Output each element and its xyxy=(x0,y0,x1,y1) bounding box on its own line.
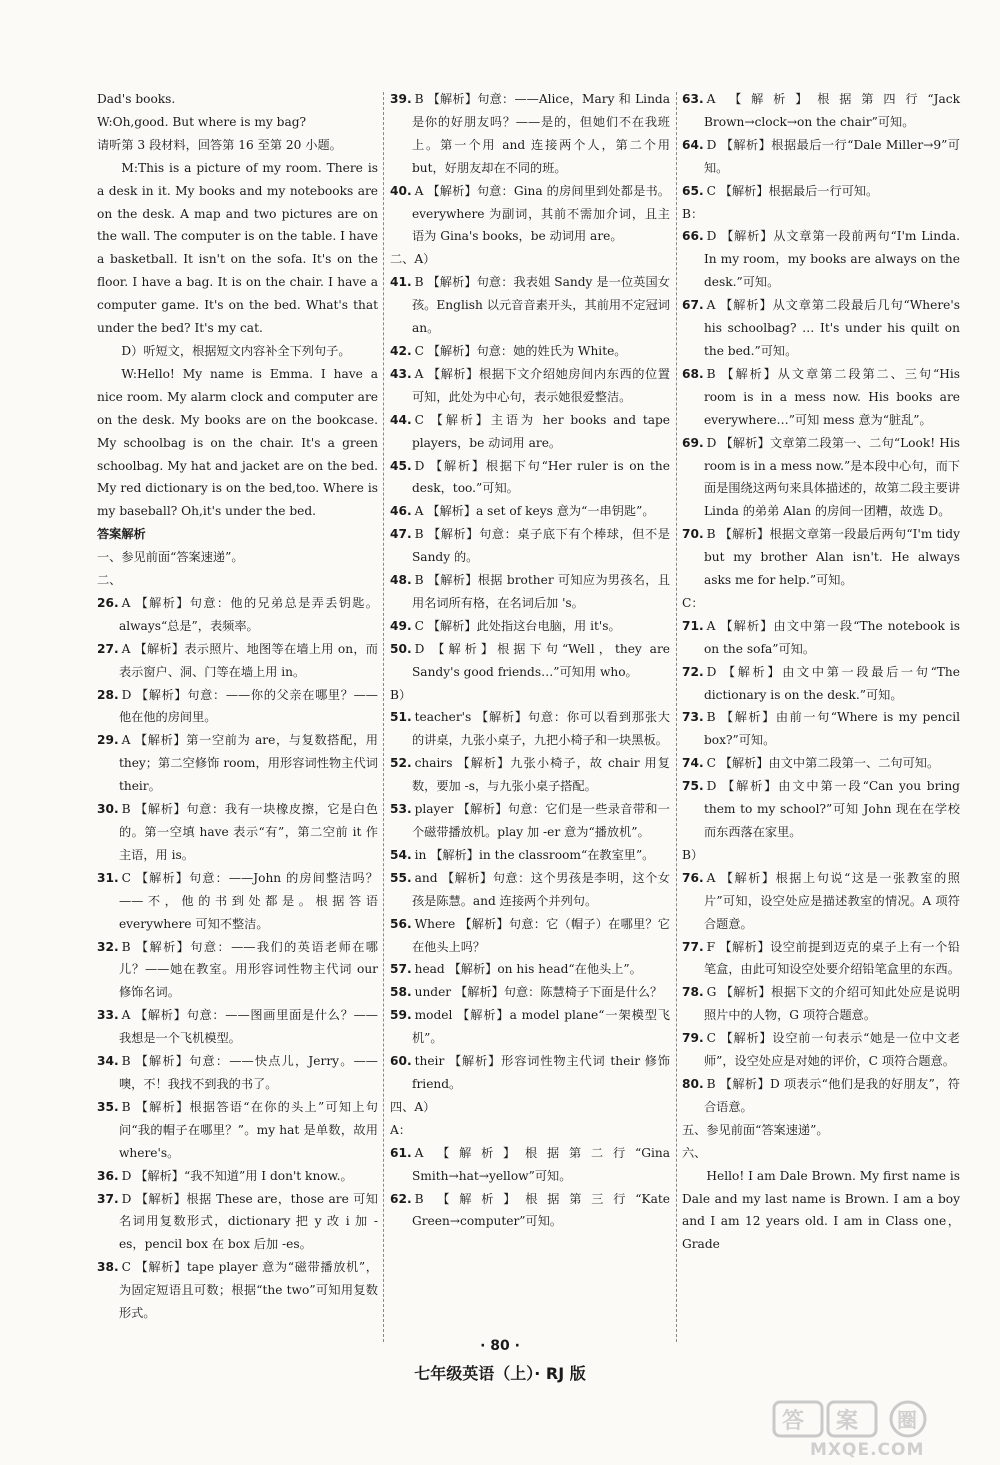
answer-item xyxy=(390,981,670,1004)
answer-item xyxy=(97,592,378,638)
text-paragraph xyxy=(682,1119,960,1142)
item-number: 54. xyxy=(390,847,412,862)
answer-item xyxy=(97,1165,378,1188)
item-text: D 【解析】从文章第一段前两句“I'm Linda. In my room，my books are always on the desk.”可知。 xyxy=(703,229,960,290)
item-text: C 【解析】句意：她的姓氏为 White。 xyxy=(414,343,627,358)
item-text: model 【解析】a model plane“一架模型飞机”。 xyxy=(411,1008,670,1046)
item-text: B 【解析】由前一句“Where is my pencil box?”可知。 xyxy=(703,710,960,748)
text-paragraph xyxy=(97,569,378,592)
item-number: 36. xyxy=(97,1168,119,1183)
item-text: 答案解析 xyxy=(97,527,146,542)
item-number: 73. xyxy=(682,710,704,725)
column-left xyxy=(97,88,378,1325)
answer-item xyxy=(390,363,670,409)
answer-item xyxy=(390,844,670,867)
item-text: 二、A） xyxy=(390,252,436,267)
text-paragraph xyxy=(390,248,670,271)
book-title: 七年级英语（上）· RJ 版 xyxy=(414,1364,586,1383)
answer-item xyxy=(682,867,960,936)
answer-item xyxy=(390,340,670,363)
answer-item xyxy=(682,88,960,134)
item-number: 65. xyxy=(682,183,704,198)
item-number: 79. xyxy=(682,1031,704,1046)
answer-item xyxy=(97,1096,378,1165)
item-number: 58. xyxy=(390,985,412,1000)
item-text: C 【解析】根据最后一行可知。 xyxy=(706,183,879,198)
answer-item xyxy=(682,706,960,752)
item-text: 二、 xyxy=(97,573,122,588)
text-paragraph xyxy=(97,134,378,157)
answer-item xyxy=(97,1188,378,1257)
column-divider xyxy=(676,92,677,1342)
item-text: C 【解析】设空前一句表示“她是一位中文老师”，设空处应是对她的评价，C 项符合题意。 xyxy=(703,1031,960,1069)
item-number: 44. xyxy=(390,412,412,427)
item-text: in 【解析】in the classroom“在教室里”。 xyxy=(414,847,655,862)
item-number: 42. xyxy=(390,343,412,358)
item-text: D 【解析】由文中第一段最后一句“The dictionary is on the desk.”可知。 xyxy=(703,664,960,702)
item-text: 请听第 3 段材料，回答第 16 至第 20 小题。 xyxy=(97,137,342,152)
item-text: C： xyxy=(682,595,704,610)
answer-item xyxy=(682,661,960,707)
item-number: 37. xyxy=(97,1191,119,1206)
item-number: 40. xyxy=(390,183,412,198)
item-text: B 【解析】根据 brother 可知应为男孩名，且用名词所有格，在名词后加 's。 xyxy=(411,573,670,610)
item-number: 43. xyxy=(390,366,412,381)
answer-item xyxy=(390,409,670,455)
item-text: A 【解析】根据第二行“Gina Smith→hat→yellow”可知。 xyxy=(411,1145,670,1183)
item-text: B 【解析】句意：我表姐 Sandy 是一位英国女孩。English 以元音音素开头，其前用不定冠词 an。 xyxy=(411,275,670,336)
item-text: Where 【解析】句意：它（帽子）在哪里？它在他头上吗？ xyxy=(411,916,670,954)
item-number: 56. xyxy=(390,916,412,931)
item-text: D 【解析】根据下句“Her ruler is on the desk，too.”可知。 xyxy=(411,458,670,496)
text-paragraph xyxy=(682,844,960,867)
answer-item xyxy=(97,1050,378,1096)
answer-item xyxy=(390,180,670,249)
item-number: 70. xyxy=(682,527,704,542)
text-paragraph xyxy=(97,88,378,111)
item-text: B 【解析】根据第三行“Kate Green→computer”可知。 xyxy=(411,1191,670,1229)
item-number: 59. xyxy=(390,1008,412,1023)
answer-item xyxy=(390,615,670,638)
watermark-logo-icon xyxy=(770,1398,982,1458)
item-text: their 【解析】形容词性物主代词 their 修饰 friend。 xyxy=(411,1054,670,1091)
item-text: D 【解析】由文中第一段“Can you bring them to my school?”可知 John 现在在学校而东西落在家里。 xyxy=(703,779,960,839)
item-text: D 【解析】文章第二段第一、二句“Look! His room is in a mess now.”是本段中心句，而下面是围绕这两句来具体描述的，故第二段主要讲 Linda 的弟弟 Alan 的房间一团糟，故选 D。 xyxy=(703,435,960,519)
item-text: B 【解析】D 项表示“他们是我的好朋友”，符合语意。 xyxy=(703,1076,960,1114)
text-paragraph xyxy=(97,340,378,363)
text-paragraph xyxy=(97,111,378,134)
text-paragraph xyxy=(390,684,670,707)
item-text: head 【解析】on his head“在他头上”。 xyxy=(414,962,642,977)
answer-item xyxy=(682,294,960,363)
item-number: 78. xyxy=(682,985,704,1000)
item-number: 27. xyxy=(97,641,119,656)
answer-item xyxy=(682,1073,960,1119)
item-text: C 【解析】主语为 her books and tape players，be 动词用 are。 xyxy=(411,412,670,450)
answer-item xyxy=(390,867,670,913)
answer-item xyxy=(390,638,670,684)
item-number: 57. xyxy=(390,962,412,977)
column-right xyxy=(682,88,960,1256)
answer-item xyxy=(682,936,960,982)
item-number: 55. xyxy=(390,870,412,885)
item-number: 33. xyxy=(97,1008,119,1023)
item-text: B 【解析】句意：——快点儿，Jerry。——噢，不！我找不到我的书了。 xyxy=(118,1054,378,1091)
item-text: teacher's 【解析】句意：你可以看到那张大的讲桌，九张小桌子，九把小椅子和一块黑板。 xyxy=(411,710,670,748)
answer-item xyxy=(390,706,670,752)
answer-item xyxy=(97,867,378,936)
answer-item xyxy=(682,523,960,592)
item-text: C 【解析】由文中第二段第一、二句可知。 xyxy=(706,756,940,771)
item-text: W:Hello! My name is Emma. I have a nice room. My alarm clock and computer are on the desk. My books are on the bookcase. My schoolbag is on the chair. It's a green schoolbag. My hat and jacket are on the bed. My red dictionary is on the bed,too. Where is my baseball? Oh,it's under the bed. xyxy=(97,366,378,519)
answer-item xyxy=(97,1256,378,1325)
item-number: 35. xyxy=(97,1099,119,1114)
item-text: Hello! I am Dale Brown. My first name is Dale and my last name is Brown. I am a boy and I am 12 years old. I am in Class one，Grade xyxy=(682,1168,960,1252)
item-text: A 【解析】a set of keys 意为“一串钥匙”。 xyxy=(414,504,655,519)
text-paragraph xyxy=(390,1096,670,1119)
answer-item xyxy=(390,752,670,798)
item-text: B 【解析】句意：——Alice，Mary 和 Linda 是你的好朋友吗？——是的，但她们不在我班上。第一个用 and 连接两个人，第二个用 but，好朋友却在不同的班。 xyxy=(411,92,670,175)
answer-item xyxy=(390,523,670,569)
item-text: M:This is a picture of my room. There is a desk in it. My books and my notebooks are on the desk. A map and two pictures are on the wall. The computer is on the table. I have a basketball. It isn't on the sofa. It's on the floor. I have a bag. It is on the chair. I have a computer game. It's on the bed. What's that under the bed? It's my cat. xyxy=(97,160,378,336)
item-text: A 【解析】句意：Gina 的房间里到处都是书。everywhere 为副词，其前不需加介词，且主语为 Gina's books，be 动词用 are。 xyxy=(411,183,670,244)
item-text: A 【解析】根据第四行“Jack Brown→clock→on the chair”可知。 xyxy=(703,92,960,129)
answer-item xyxy=(390,1188,670,1234)
item-number: 80. xyxy=(682,1076,704,1091)
item-number: 69. xyxy=(682,435,704,450)
answer-item xyxy=(390,500,670,523)
item-number: 45. xyxy=(390,458,412,473)
answer-item xyxy=(682,775,960,844)
answer-item xyxy=(390,1004,670,1050)
answer-item xyxy=(97,936,378,1005)
item-text: B） xyxy=(390,687,412,702)
item-number: 71. xyxy=(682,618,704,633)
item-text: A 【解析】根据上句说“这是一张教室的照片”可知，设空处应是描述教室的情况。A 项符合题意。 xyxy=(703,870,960,931)
item-number: 51. xyxy=(390,710,412,725)
item-number: 34. xyxy=(97,1054,119,1069)
item-text: under 【解析】句意：陈慧椅子下面是什么？ xyxy=(414,985,663,1000)
item-number: 32. xyxy=(97,939,119,954)
item-text: and 【解析】句意：这个男孩是李明，这个女孩是陈慧。and 连接两个并列句。 xyxy=(411,870,670,908)
answer-item xyxy=(390,1050,670,1096)
item-number: 47. xyxy=(390,527,412,542)
item-text: 五、参见前面“答案速递”。 xyxy=(682,1122,829,1137)
item-number: 77. xyxy=(682,939,704,954)
item-text: A 【解析】根据下文介绍她房间内东西的位置可知，此处为中心句，表示她很爱整洁。 xyxy=(411,366,670,404)
text-paragraph xyxy=(97,363,378,523)
item-number: 72. xyxy=(682,664,704,679)
text-paragraph xyxy=(97,157,378,340)
item-text: A 【解析】第一空前为 are，与复数搭配，用 they；第二空修饰 room，用形容词性物主代词 their。 xyxy=(118,733,378,794)
item-text: A 【解析】句意：他的兄弟总是弄丢钥匙。always“总是”，表频率。 xyxy=(118,595,378,633)
answer-item xyxy=(390,271,670,340)
item-number: 49. xyxy=(390,618,412,633)
item-number: 76. xyxy=(682,870,704,885)
item-number: 60. xyxy=(390,1054,412,1069)
answer-item xyxy=(682,225,960,294)
item-number: 28. xyxy=(97,687,119,702)
item-number: 41. xyxy=(390,275,412,290)
item-text: chairs 【解析】九张小椅子，故 chair 用复数，要加 -s，与九张小桌子搭配。 xyxy=(411,756,670,794)
answer-item xyxy=(682,615,960,661)
answer-item xyxy=(682,432,960,524)
item-text: D 【解析】“我不知道”用 I don't know.。 xyxy=(121,1168,353,1183)
item-text: B 【解析】根据答语“在你的头上”可知上句问“我的帽子在哪里？”。my hat 是单数，故用 where's。 xyxy=(118,1099,378,1160)
item-number: 31. xyxy=(97,870,119,885)
item-text: A： xyxy=(390,1122,411,1137)
answer-item xyxy=(390,798,670,844)
item-text: D 【解析】根据 These are，those are 可知名词用复数形式，dictionary 把 y 改 i 加 -es，pencil box 在 box 后加 -es。 xyxy=(118,1191,378,1252)
item-text: B） xyxy=(682,847,704,862)
answer-item xyxy=(390,569,670,615)
text-paragraph xyxy=(390,1119,670,1142)
item-text: G 【解析】根据下文的介绍可知此处应是说明照片中的人物，G 项符合题意。 xyxy=(703,985,960,1023)
item-text: C 【解析】句意：——John 的房间整洁吗？——不，他的书到处都是。根据答语 everywhere 可知不整洁。 xyxy=(118,870,378,931)
answer-item xyxy=(390,958,670,981)
item-number: 74. xyxy=(682,756,704,771)
answer-item xyxy=(390,913,670,959)
item-text: B 【解析】句意：——我们的英语老师在哪儿？——她在教室。用形容词性物主代词 our 修饰名词。 xyxy=(118,939,378,1000)
answer-item xyxy=(97,684,378,730)
text-paragraph xyxy=(97,523,378,546)
item-number: 68. xyxy=(682,366,704,381)
item-number: 46. xyxy=(390,504,412,519)
item-number: 67. xyxy=(682,298,704,313)
svg-text:MXQE.COM: MXQE.COM xyxy=(810,1440,925,1458)
item-number: 64. xyxy=(682,137,704,152)
answer-item xyxy=(97,798,378,867)
item-text: A 【解析】表示照片、地图等在墙上用 on，而表示窗户、洞、门等在墙上用 in。 xyxy=(118,641,378,679)
item-text: B 【解析】句意：桌子底下有个棒球，但不是 Sandy 的。 xyxy=(411,527,670,565)
answer-item xyxy=(390,1142,670,1188)
answer-item xyxy=(97,1004,378,1050)
svg-text:案: 案 xyxy=(836,1409,859,1434)
column-divider xyxy=(383,92,384,1342)
item-number: 26. xyxy=(97,595,119,610)
answer-item xyxy=(682,1027,960,1073)
item-number: 61. xyxy=(390,1145,412,1160)
svg-text:圈: 圈 xyxy=(897,1408,917,1432)
item-number: 53. xyxy=(390,802,412,817)
item-text: A 【解析】由文中第一段“The notebook is on the sofa”可知。 xyxy=(703,618,960,656)
item-text: D 【解析】根据下句“Well，they are Sandy's good friends…”可知用 who。 xyxy=(411,641,670,679)
item-text: 一、参见前面“答案速递”。 xyxy=(97,550,244,565)
text-paragraph xyxy=(682,1165,960,1257)
answer-item xyxy=(682,180,960,203)
answer-item xyxy=(682,363,960,432)
item-text: 四、A） xyxy=(390,1099,436,1114)
item-text: D 【解析】句意：——你的父亲在哪里？——他在他的房间里。 xyxy=(118,687,378,725)
item-number: 52. xyxy=(390,756,412,771)
item-text: D 【解析】根据最后一行“Dale Miller→9”可知。 xyxy=(703,137,960,175)
answer-item xyxy=(97,729,378,798)
item-text: Dad's books. xyxy=(97,92,176,106)
item-text: D）听短文，根据短文内容补全下列句子。 xyxy=(121,343,351,358)
item-number: 75. xyxy=(682,779,704,794)
item-number: 29. xyxy=(97,733,119,748)
page-number: · 80 · xyxy=(480,1338,520,1354)
answer-item xyxy=(682,981,960,1027)
item-number: 50. xyxy=(390,641,412,656)
item-text: F 【解析】设空前提到迈克的桌子上有一个铅笔盒，由此可知设空处要介绍铅笔盒里的东西。 xyxy=(703,939,960,977)
answer-item xyxy=(390,88,670,180)
item-text: 六、 xyxy=(682,1145,707,1160)
item-text: C 【解析】tape player 意为“磁带播放机”，为固定短语且可数；根据“the two”可知用复数形式。 xyxy=(118,1260,378,1321)
item-text: C 【解析】此处指这台电脑，用 it's。 xyxy=(414,618,621,633)
item-number: 62. xyxy=(390,1191,412,1206)
text-paragraph xyxy=(682,203,960,226)
item-text: A 【解析】句意：——图画里面是什么？——我想是一个飞机模型。 xyxy=(118,1008,378,1046)
item-text: B： xyxy=(682,206,704,221)
answer-item xyxy=(390,455,670,501)
item-text: B 【解析】从文章第二段第二、三句“His room is in a mess now. His books are everywhere…”可知 mess 意为“脏乱”。 xyxy=(703,366,960,427)
answer-item xyxy=(682,134,960,180)
answer-item xyxy=(97,638,378,684)
text-paragraph xyxy=(97,546,378,569)
answer-item xyxy=(682,752,960,775)
column-middle xyxy=(390,88,670,1233)
text-paragraph xyxy=(682,1142,960,1165)
item-text: B 【解析】根据文章第一段最后两句“I'm tidy but my brother Alan isn't. He always asks me for help.”可知。 xyxy=(703,527,960,588)
text-paragraph xyxy=(682,592,960,615)
item-number: 39. xyxy=(390,92,412,106)
item-text: player 【解析】句意：它们是一些录音带和一个磁带播放机。play 加 -er 意为“播放机”。 xyxy=(411,802,670,839)
item-number: 38. xyxy=(97,1260,119,1275)
item-number: 66. xyxy=(682,229,704,244)
item-number: 48. xyxy=(390,573,412,588)
item-text: B 【解析】句意：我有一块橡皮擦，它是白色的。第一空填 have 表示“有”，第二空前 it 作主语，用 is。 xyxy=(118,802,378,862)
svg-text:答: 答 xyxy=(782,1409,805,1434)
item-text: W:Oh,good. But where is my bag? xyxy=(97,114,307,129)
item-number: 63. xyxy=(682,92,704,106)
item-number: 30. xyxy=(97,802,119,817)
item-text: A 【解析】从文章第二段最后几句“Where's his schoolbag? … It's under his quilt on the bed.”可知。 xyxy=(703,298,960,358)
